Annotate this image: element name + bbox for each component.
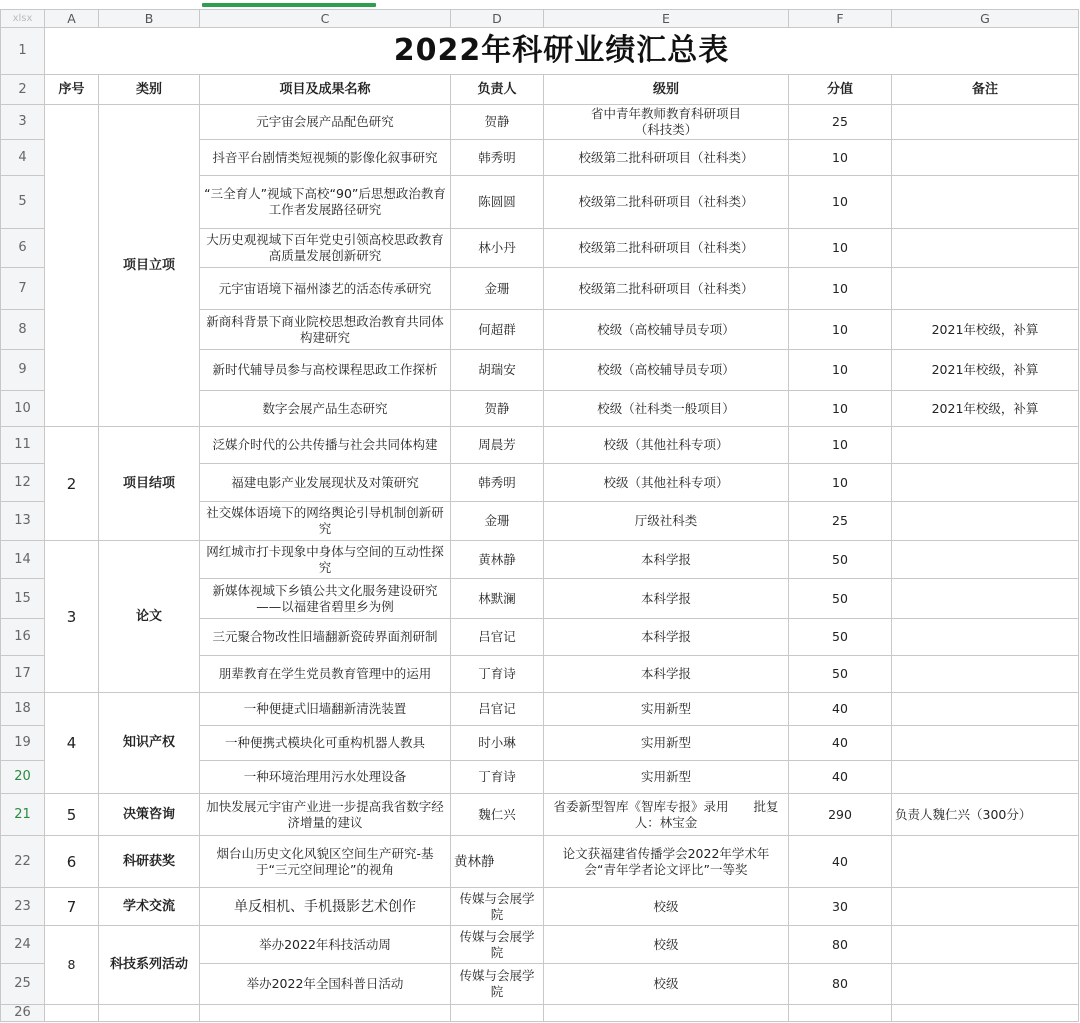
row-header[interactable]: 10: [1, 391, 45, 427]
header-lead[interactable]: 负责人: [451, 75, 544, 105]
lead-cell[interactable]: 传媒与会展学院: [451, 926, 544, 964]
group-seq-cell[interactable]: 6: [45, 836, 99, 888]
group-seq-cell[interactable]: [45, 105, 99, 427]
project-cell[interactable]: 新商科背景下商业院校思想政治教育共同体构建研究: [200, 310, 451, 350]
level-cell[interactable]: 校级第二批科研项目（社科类）: [544, 176, 789, 229]
project-cell[interactable]: 加快发展元宇宙产业进一步提高我省数字经济增量的建议: [200, 794, 451, 836]
column-header-d[interactable]: D: [451, 10, 544, 28]
empty-cell[interactable]: [892, 1005, 1079, 1022]
group-seq-cell[interactable]: 7: [45, 888, 99, 926]
spreadsheet-grid: [0, 9, 1079, 1022]
header-seq[interactable]: 序号: [45, 75, 99, 105]
lead-cell[interactable]: 贺静: [451, 105, 544, 140]
lead-cell[interactable]: 传媒与会展学院: [451, 888, 544, 926]
row-header[interactable]: 3: [1, 105, 45, 140]
level-cell[interactable]: 校级（高校辅导员专项）: [544, 350, 789, 391]
lead-cell[interactable]: 黄林静: [451, 541, 544, 579]
note-cell[interactable]: 2021年校级，补算: [892, 391, 1079, 427]
score-cell[interactable]: 10: [789, 176, 892, 229]
header-score[interactable]: 分值: [789, 75, 892, 105]
score-cell[interactable]: 25: [789, 502, 892, 541]
score-cell[interactable]: 10: [789, 427, 892, 464]
note-cell[interactable]: [892, 579, 1079, 619]
note-cell[interactable]: [892, 541, 1079, 579]
level-cell[interactable]: 校级: [544, 926, 789, 964]
row-header[interactable]: 14: [1, 541, 45, 579]
project-cell[interactable]: 朋辈教育在学生党员教育管理中的运用: [200, 656, 451, 693]
score-cell[interactable]: 10: [789, 391, 892, 427]
level-cell[interactable]: 省中青年教师教育科研项目 （科技类）: [544, 105, 789, 140]
lead-cell[interactable]: 何超群: [451, 310, 544, 350]
empty-cell[interactable]: [45, 1005, 99, 1022]
level-cell[interactable]: 校级第二批科研项目（社科类）: [544, 268, 789, 310]
lead-cell[interactable]: 韩秀明: [451, 464, 544, 502]
note-cell[interactable]: [892, 656, 1079, 693]
lead-cell[interactable]: 金珊: [451, 268, 544, 310]
score-cell[interactable]: 10: [789, 268, 892, 310]
row-header[interactable]: 8: [1, 310, 45, 350]
lead-cell[interactable]: 时小琳: [451, 726, 544, 761]
score-cell[interactable]: 10: [789, 464, 892, 502]
row-header[interactable]: 19: [1, 726, 45, 761]
row-header[interactable]: 15: [1, 579, 45, 619]
score-cell[interactable]: 25: [789, 105, 892, 140]
row-header[interactable]: 26: [1, 1005, 45, 1022]
level-cell[interactable]: 本科学报: [544, 541, 789, 579]
score-cell[interactable]: 10: [789, 229, 892, 268]
level-cell[interactable]: 本科学报: [544, 656, 789, 693]
lead-cell[interactable]: 吕官记: [451, 619, 544, 656]
group-category-cell[interactable]: 科技系列活动: [99, 926, 200, 1005]
project-cell[interactable]: 元宇宙语境下福州漆艺的活态传承研究: [200, 268, 451, 310]
note-cell[interactable]: [892, 693, 1079, 726]
row-header[interactable]: 12: [1, 464, 45, 502]
score-cell[interactable]: 80: [789, 964, 892, 1005]
header-level[interactable]: 级别: [544, 75, 789, 105]
lead-cell[interactable]: 陈圆圆: [451, 176, 544, 229]
lead-cell[interactable]: 丁育诗: [451, 656, 544, 693]
row-header[interactable]: 4: [1, 140, 45, 176]
note-cell[interactable]: [892, 268, 1079, 310]
note-cell[interactable]: 负责人魏仁兴（300分）: [892, 794, 1079, 836]
project-cell[interactable]: 元宇宙会展产品配色研究: [200, 105, 451, 140]
column-header-g[interactable]: G: [892, 10, 1079, 28]
project-cell[interactable]: 举办2022年科技活动周: [200, 926, 451, 964]
group-category-cell[interactable]: 论文: [99, 541, 200, 693]
level-cell[interactable]: 厅级社科类: [544, 502, 789, 541]
level-cell[interactable]: 校级第二批科研项目（社科类）: [544, 229, 789, 268]
project-cell[interactable]: 一种环境治理用污水处理设备: [200, 761, 451, 794]
project-cell[interactable]: 抖音平台剧情类短视频的影像化叙事研究: [200, 140, 451, 176]
row-header[interactable]: 6: [1, 229, 45, 268]
row-header[interactable]: 1: [1, 28, 45, 75]
row-header[interactable]: 18: [1, 693, 45, 726]
header-note[interactable]: 备注: [892, 75, 1079, 105]
row-header[interactable]: 25: [1, 964, 45, 1005]
lead-cell[interactable]: 传媒与会展学院: [451, 964, 544, 1005]
row-header[interactable]: 16: [1, 619, 45, 656]
level-cell[interactable]: 本科学报: [544, 579, 789, 619]
lead-cell[interactable]: 金珊: [451, 502, 544, 541]
group-seq-cell[interactable]: 2: [45, 427, 99, 541]
row-header[interactable]: 22: [1, 836, 45, 888]
lead-cell[interactable]: 魏仁兴: [451, 794, 544, 836]
column-header-e[interactable]: E: [544, 10, 789, 28]
project-cell[interactable]: “三全育人”视域下高校“90”后思想政治教育工作者发展路径研究: [200, 176, 451, 229]
note-cell[interactable]: [892, 761, 1079, 794]
group-category-cell[interactable]: 学术交流: [99, 888, 200, 926]
note-cell[interactable]: [892, 888, 1079, 926]
level-cell[interactable]: 校级: [544, 888, 789, 926]
project-cell[interactable]: 一种便携式模块化可重构机器人教具: [200, 726, 451, 761]
score-cell[interactable]: 40: [789, 761, 892, 794]
level-cell[interactable]: 论文获福建省传播学会2022年学术年会“青年学者论文评比”一等奖: [544, 836, 789, 888]
empty-cell[interactable]: [789, 1005, 892, 1022]
level-cell[interactable]: 校级第二批科研项目（社科类）: [544, 140, 789, 176]
group-seq-cell[interactable]: 5: [45, 794, 99, 836]
level-cell[interactable]: 校级（其他社科专项）: [544, 464, 789, 502]
project-cell[interactable]: 社交媒体语境下的网络舆论引导机制创新研究: [200, 502, 451, 541]
score-cell[interactable]: 50: [789, 656, 892, 693]
lead-cell[interactable]: 黄林静: [451, 836, 544, 888]
group-category-cell[interactable]: 项目立项: [99, 105, 200, 427]
row-header[interactable]: 20: [1, 761, 45, 794]
note-cell[interactable]: 2021年校级，补算: [892, 350, 1079, 391]
level-cell[interactable]: 实用新型: [544, 726, 789, 761]
level-cell[interactable]: 校级（社科类一般项目）: [544, 391, 789, 427]
score-cell[interactable]: 40: [789, 693, 892, 726]
note-cell[interactable]: [892, 176, 1079, 229]
group-category-cell[interactable]: 决策咨询: [99, 794, 200, 836]
header-project[interactable]: 项目及成果名称: [200, 75, 451, 105]
score-cell[interactable]: 10: [789, 140, 892, 176]
project-cell[interactable]: 大历史观视域下百年党史引领高校思政教育高质量发展创新研究: [200, 229, 451, 268]
row-header[interactable]: 2: [1, 75, 45, 105]
note-cell[interactable]: [892, 105, 1079, 140]
group-category-cell[interactable]: 知识产权: [99, 693, 200, 794]
column-header-b[interactable]: B: [99, 10, 200, 28]
select-all-corner[interactable]: xlsx: [1, 10, 45, 28]
note-cell[interactable]: [892, 229, 1079, 268]
project-cell[interactable]: 泛媒介时代的公共传播与社会共同体构建: [200, 427, 451, 464]
level-cell[interactable]: 校级（其他社科专项）: [544, 427, 789, 464]
project-cell[interactable]: 数字会展产品生态研究: [200, 391, 451, 427]
project-cell[interactable]: 烟台山历史文化风貌区空间生产研究-基于“三元空间理论”的视角: [200, 836, 451, 888]
lead-cell[interactable]: 韩秀明: [451, 140, 544, 176]
note-cell[interactable]: 2021年校级，补算: [892, 310, 1079, 350]
level-cell[interactable]: 省委新型智库《智库专报》录用 批复人：林宝金: [544, 794, 789, 836]
score-cell[interactable]: 40: [789, 836, 892, 888]
project-cell[interactable]: 单反相机、手机摄影艺术创作: [200, 888, 451, 926]
column-header-c[interactable]: C: [200, 10, 451, 28]
row-header[interactable]: 23: [1, 888, 45, 926]
group-seq-cell[interactable]: 4: [45, 693, 99, 794]
empty-cell[interactable]: [200, 1005, 451, 1022]
score-cell[interactable]: 50: [789, 579, 892, 619]
column-header-a[interactable]: A: [45, 10, 99, 28]
sheet-tab-bar: [0, 0, 1080, 9]
note-cell[interactable]: [892, 502, 1079, 541]
project-cell[interactable]: 三元聚合物改性旧墙翻新瓷砖界面剂研制: [200, 619, 451, 656]
empty-cell[interactable]: [451, 1005, 544, 1022]
row-header[interactable]: 9: [1, 350, 45, 391]
group-seq-cell[interactable]: 8: [45, 926, 99, 1005]
group-category-cell[interactable]: 科研获奖: [99, 836, 200, 888]
score-cell[interactable]: 30: [789, 888, 892, 926]
project-cell[interactable]: 新媒体视域下乡镇公共文化服务建设研究——以福建省碧里乡为例: [200, 579, 451, 619]
project-cell[interactable]: 一种便捷式旧墙翻新清洗装置: [200, 693, 451, 726]
row-header[interactable]: 11: [1, 427, 45, 464]
lead-cell[interactable]: 胡瑞安: [451, 350, 544, 391]
level-cell[interactable]: 校级（高校辅导员专项）: [544, 310, 789, 350]
note-cell[interactable]: [892, 726, 1079, 761]
score-cell[interactable]: 10: [789, 310, 892, 350]
group-category-cell[interactable]: 项目结项: [99, 427, 200, 541]
lead-cell[interactable]: 贺静: [451, 391, 544, 427]
level-cell[interactable]: 本科学报: [544, 619, 789, 656]
lead-cell[interactable]: 吕官记: [451, 693, 544, 726]
project-cell[interactable]: 网红城市打卡现象中身体与空间的互动性探究: [200, 541, 451, 579]
sheet-title[interactable]: 2022年科研业绩汇总表: [45, 28, 1079, 75]
note-cell[interactable]: [892, 926, 1079, 964]
note-cell[interactable]: [892, 427, 1079, 464]
project-cell[interactable]: 新时代辅导员参与高校课程思政工作探析: [200, 350, 451, 391]
level-cell[interactable]: 实用新型: [544, 693, 789, 726]
column-header-f[interactable]: F: [789, 10, 892, 28]
score-cell[interactable]: 50: [789, 619, 892, 656]
row-header[interactable]: 24: [1, 926, 45, 964]
level-cell[interactable]: 实用新型: [544, 761, 789, 794]
score-cell[interactable]: 290: [789, 794, 892, 836]
group-seq-cell[interactable]: 3: [45, 541, 99, 693]
row-header[interactable]: 21: [1, 794, 45, 836]
empty-cell[interactable]: [99, 1005, 200, 1022]
row-header[interactable]: 13: [1, 502, 45, 541]
lead-cell[interactable]: 周晨芳: [451, 427, 544, 464]
project-cell[interactable]: 福建电影产业发展现状及对策研究: [200, 464, 451, 502]
score-cell[interactable]: 80: [789, 926, 892, 964]
project-cell[interactable]: 举办2022年全国科普日活动: [200, 964, 451, 1005]
note-cell[interactable]: [892, 464, 1079, 502]
empty-cell[interactable]: [544, 1005, 789, 1022]
note-cell[interactable]: [892, 140, 1079, 176]
note-cell[interactable]: [892, 964, 1079, 1005]
score-cell[interactable]: 10: [789, 350, 892, 391]
active-sheet-indicator: [202, 3, 376, 7]
lead-cell[interactable]: 林默澜: [451, 579, 544, 619]
score-cell[interactable]: 50: [789, 541, 892, 579]
row-header[interactable]: 17: [1, 656, 45, 693]
header-category[interactable]: 类别: [99, 75, 200, 105]
note-cell[interactable]: [892, 619, 1079, 656]
lead-cell[interactable]: 林小丹: [451, 229, 544, 268]
score-cell[interactable]: 40: [789, 726, 892, 761]
row-header[interactable]: 5: [1, 176, 45, 229]
row-header[interactable]: 7: [1, 268, 45, 310]
lead-cell[interactable]: 丁育诗: [451, 761, 544, 794]
note-cell[interactable]: [892, 836, 1079, 888]
level-cell[interactable]: 校级: [544, 964, 789, 1005]
